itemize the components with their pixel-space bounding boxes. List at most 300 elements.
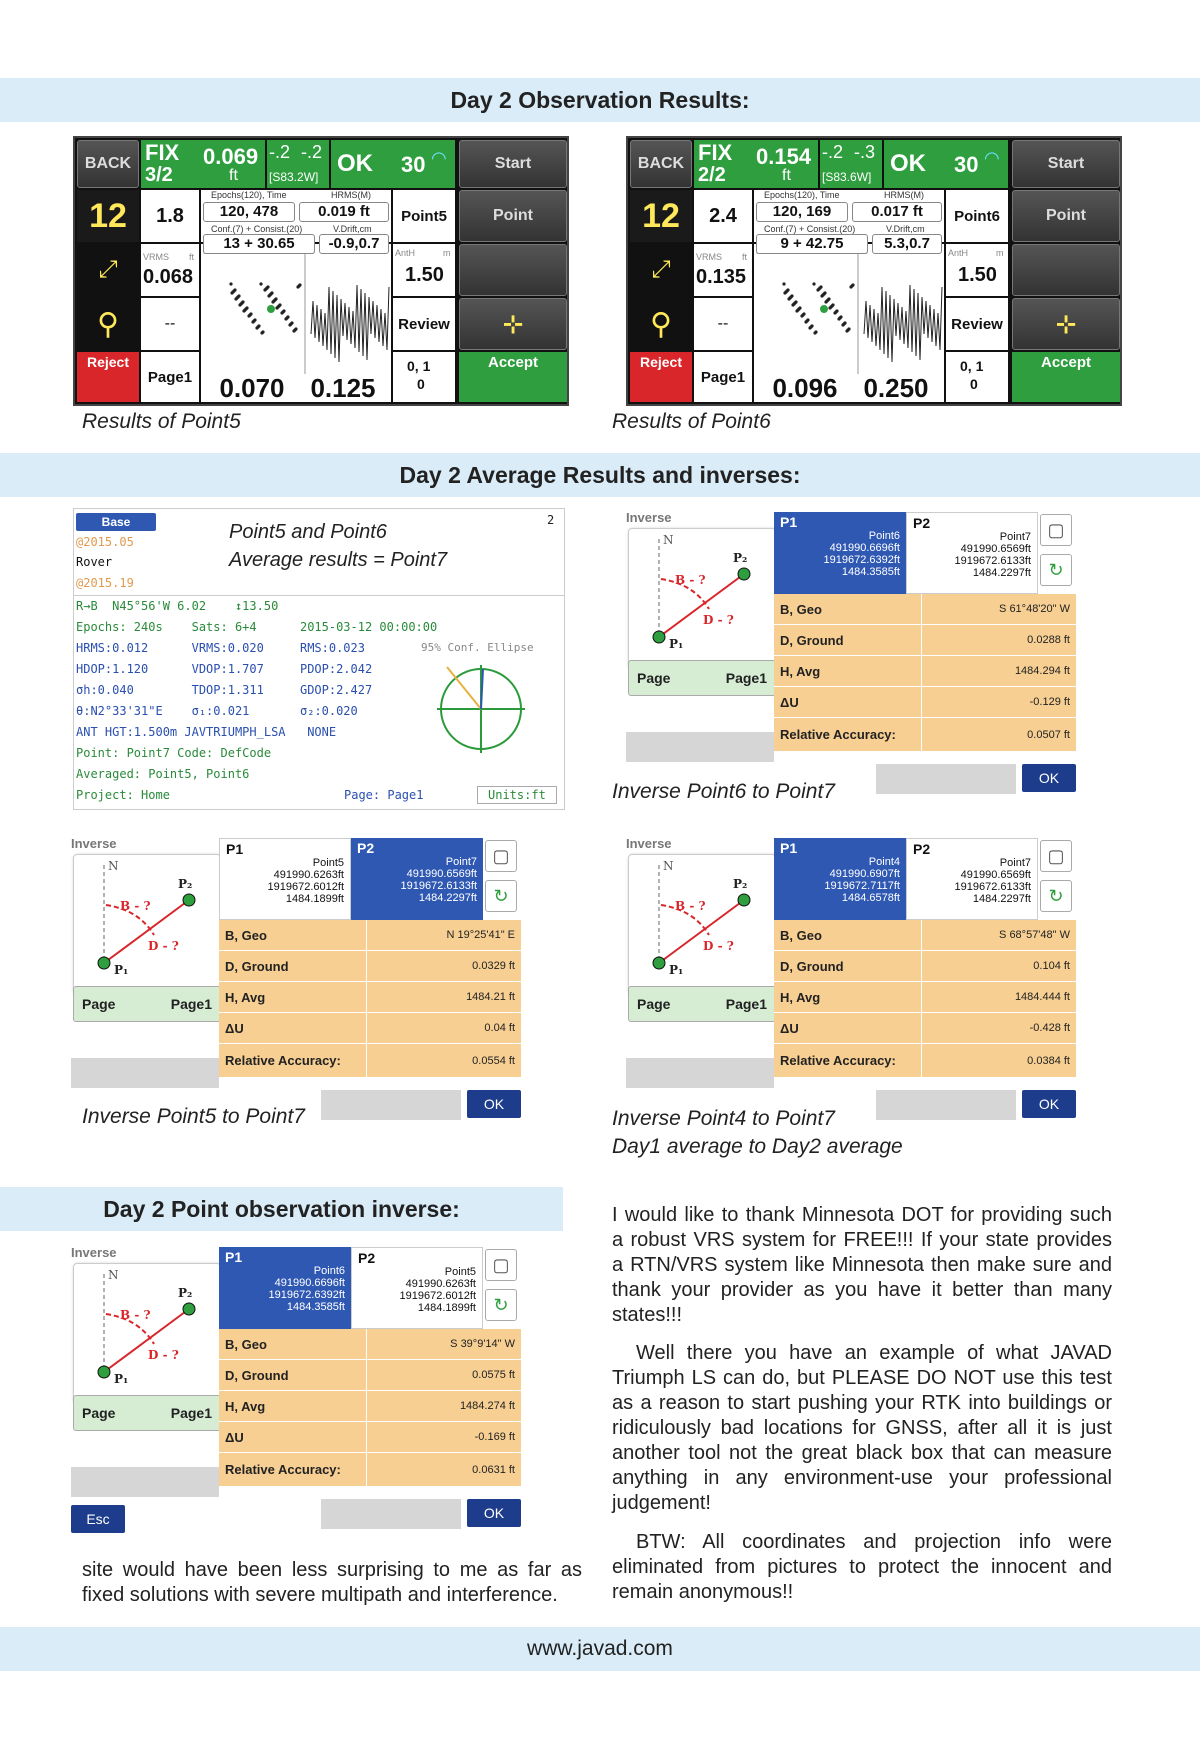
accept-button[interactable]: Accept xyxy=(1012,352,1120,402)
search-icon[interactable]: ⚲ xyxy=(97,307,119,341)
review-button[interactable]: Review xyxy=(946,298,1008,350)
page-selector[interactable] xyxy=(628,986,776,1022)
p2-name: Point7 xyxy=(999,857,1031,869)
p2-n: 491990.6569ft xyxy=(406,868,477,880)
ok-button[interactable]: OK xyxy=(467,1090,521,1118)
row-height xyxy=(219,982,521,1013)
tilt-value-2: -.3 xyxy=(854,142,876,162)
page-value: Page1 xyxy=(725,996,767,1012)
p2-label: P₂ xyxy=(178,1286,193,1300)
vrms-value: 0.135 xyxy=(696,266,747,288)
inverse-diagram xyxy=(628,854,776,994)
anth-label: AntH xyxy=(948,248,969,258)
p2-point-box[interactable] xyxy=(351,838,483,920)
row-delta-up xyxy=(219,1422,521,1453)
vdrift-label: V.Drift,cm xyxy=(886,224,925,234)
hrms-value: 0.069 xyxy=(203,144,259,169)
page-label[interactable]: Page1 xyxy=(694,352,752,402)
satellite-number: 12 xyxy=(77,190,139,242)
p2-e: 1919672.6133ft xyxy=(954,555,1031,567)
delta-up-label: ΔU xyxy=(774,1013,922,1043)
row-height xyxy=(774,656,1076,687)
p2-header: P2 xyxy=(358,1250,376,1266)
inverse-diagram-graphic xyxy=(74,855,220,975)
page-label: Page xyxy=(82,1405,116,1421)
point-button[interactable]: Point xyxy=(1012,190,1120,242)
conf-value: 13 + 30.65 xyxy=(203,234,315,254)
vdrift-value: -0.9,0.7 xyxy=(319,234,389,254)
p2-h: 1484.1899ft xyxy=(417,1302,476,1314)
fix-status-panel xyxy=(694,140,818,188)
inverse-footer-bar-left xyxy=(71,1467,219,1497)
fix-screen-point6 xyxy=(626,136,1122,406)
bearing-value: S 61°48'20" W xyxy=(999,603,1070,615)
distance-label: D - ? xyxy=(148,939,179,953)
inverse-diagram-graphic xyxy=(74,1264,220,1384)
p1-e: 1919672.6392ft xyxy=(823,554,900,566)
inverse-results-table xyxy=(219,920,521,1078)
left-text-tail: site would have been less surprising to me as far as fixed solutions with severe multipath and interference. xyxy=(82,1559,582,1606)
epochs-value: 120, 169 xyxy=(756,202,848,222)
rover-label: Rover xyxy=(76,555,113,569)
vrms-unit: ft xyxy=(189,252,195,262)
rover-to-base-line: R→B N45°56'W 6.02 ↕13.50 xyxy=(76,599,279,613)
p2-header: P2 xyxy=(913,841,931,857)
bearing-label: B - ? xyxy=(120,899,151,913)
ok-status-panel xyxy=(331,140,455,188)
anth-unit: m xyxy=(443,248,451,258)
vrms-label: VRMS xyxy=(143,252,170,262)
average-divider xyxy=(74,595,564,596)
p2-e: 1919672.6012ft xyxy=(399,1290,476,1302)
north-label: N xyxy=(108,859,119,873)
delta-up-label: ΔU xyxy=(219,1422,367,1452)
distance-value: 0.0329 ft xyxy=(472,960,515,972)
row-height xyxy=(219,1391,521,1422)
row-bearing xyxy=(774,920,1076,951)
ok-status-panel xyxy=(884,140,1008,188)
height-label: H, Avg xyxy=(774,982,922,1012)
p1-h: 1484.3585ft xyxy=(286,1301,345,1313)
fix-screen-point5 xyxy=(73,136,569,406)
relative-accuracy-value: 0.0631 ft xyxy=(472,1463,515,1476)
distance-value: 0.0288 ft xyxy=(1027,634,1070,646)
epochs-label: Epochs(120), Time xyxy=(764,190,840,200)
delta-up-value: -0.129 ft xyxy=(1029,696,1070,708)
notepad-icon[interactable]: ▢ xyxy=(485,840,517,872)
p2-label: P₂ xyxy=(733,551,748,565)
accept-button[interactable]: Accept xyxy=(459,352,567,402)
distance-value: 0.0575 ft xyxy=(472,1369,515,1381)
row-relative-accuracy xyxy=(219,1453,521,1487)
blank-button[interactable] xyxy=(459,244,567,296)
caption-day1-day2: Day1 average to Day2 average xyxy=(612,1135,903,1158)
inverse-label: Inverse xyxy=(626,836,672,851)
confidence-ellipse-graphic xyxy=(429,657,529,757)
p2-point-box[interactable] xyxy=(351,1247,483,1329)
point-button[interactable]: Point xyxy=(459,190,567,242)
hrms-unit: ft xyxy=(229,167,238,184)
p1-header: P1 xyxy=(226,841,244,857)
row-relative-accuracy xyxy=(774,1044,1076,1078)
row-bearing xyxy=(219,1329,521,1360)
anth-label: AntH xyxy=(395,248,416,258)
bearing-value: S 39°9'14" W xyxy=(450,1338,515,1350)
p1-name: Point6 xyxy=(868,530,900,542)
p1-n: 491990.6696ft xyxy=(829,542,900,554)
row-distance xyxy=(219,1360,521,1391)
crosshair-icon[interactable]: ⊹ xyxy=(459,298,567,350)
inverse-results-table xyxy=(219,1329,521,1487)
inverse-screen-point6-point5 xyxy=(71,1245,571,1545)
north-label: N xyxy=(663,533,674,547)
avg-line-sigma: σh:0.040 TDOP:1.311 GDOP:2.427 xyxy=(76,683,373,697)
right-paragraph-2: Well there you have an example of what JAVAD Triumph LS can do, but PLEASE DO NOT use this test as a reason to start pushing your RTK into buildings or ridiculously bad locations for GNSS, after all it is just another tool not the great black box that can measure anything in any environment-use your professional judgement! xyxy=(612,1342,1112,1514)
anth-value: 1.50 xyxy=(405,264,444,286)
reject-button[interactable]: Reject xyxy=(77,352,139,402)
inverse-screen-point6-point7 xyxy=(626,510,1126,810)
zoom-value: -- xyxy=(694,298,752,350)
inverse-diagram xyxy=(73,854,221,994)
p2-e: 1919672.6133ft xyxy=(400,880,477,892)
height-label: H, Avg xyxy=(219,982,367,1012)
relative-accuracy-value: 0.0554 ft xyxy=(472,1054,515,1067)
distance-label: D - ? xyxy=(703,613,734,627)
caption-results-point5: Results of Point5 xyxy=(82,410,241,433)
hrms-label: HRMS(M) xyxy=(884,190,924,200)
ok-button[interactable]: OK xyxy=(1022,764,1076,792)
p1-label: P₁ xyxy=(669,637,684,651)
pdop-value: 1.8 xyxy=(141,190,199,242)
avg-line-theta: θ:N2°33'31"E σ₁:0.021 σ₂:0.020 xyxy=(76,704,358,718)
ok-label: OK xyxy=(337,150,373,177)
p1-label: P₁ xyxy=(114,963,129,977)
anth-panel[interactable] xyxy=(393,244,455,296)
p1-point-box[interactable] xyxy=(219,838,351,920)
p2-label: P₂ xyxy=(178,877,193,891)
fraction-panel xyxy=(946,352,1008,402)
p1-h: 1484.1899ft xyxy=(285,893,344,905)
vrms-panel xyxy=(694,244,752,296)
inverse-footer-bar-left xyxy=(626,1058,774,1088)
height-value: 1484.274 ft xyxy=(459,1400,515,1412)
height-label: H, Avg xyxy=(774,656,922,686)
p2-n: 491990.6569ft xyxy=(960,543,1031,555)
zoom-value: -- xyxy=(141,298,199,350)
inverse-diagram xyxy=(628,528,776,668)
bearing-label: B, Geo xyxy=(219,920,367,950)
conf-value: 9 + 42.75 xyxy=(756,234,868,254)
average-title-1: Point5 and Point6 xyxy=(229,521,387,543)
epochs-panel xyxy=(201,190,391,252)
relative-accuracy-label: Relative Accuracy: xyxy=(774,1044,922,1077)
wifi-icon: ◠ xyxy=(984,148,1000,168)
page-label[interactable]: Page1 xyxy=(141,352,199,402)
delta-up-label: ΔU xyxy=(219,1013,367,1043)
p2-h: 1484.2297ft xyxy=(972,893,1031,905)
vrms-unit: ft xyxy=(742,252,748,262)
hrms-ft-value: 0.019 ft xyxy=(299,202,389,222)
caption-inverse-5-7: Inverse Point5 to Point7 xyxy=(82,1105,305,1128)
epochs-panel xyxy=(754,190,944,252)
row-relative-accuracy xyxy=(219,1044,521,1078)
page-label: Page xyxy=(82,996,116,1012)
p2-e: 1919672.6133ft xyxy=(954,881,1031,893)
row-delta-up xyxy=(774,1013,1076,1044)
row-relative-accuracy xyxy=(774,718,1076,752)
bearing-value: N 19°25'41" E xyxy=(446,929,515,941)
inverse-results-table xyxy=(774,594,1076,752)
row-height xyxy=(774,982,1076,1013)
swap-icon[interactable]: ↻ xyxy=(485,880,517,912)
position-scatter-plot xyxy=(201,244,391,384)
wifi-icon: ◠ xyxy=(431,148,447,168)
base-date: @2015.05 xyxy=(76,535,134,549)
units-box[interactable]: Units:ft xyxy=(477,786,557,804)
bearing-label: B, Geo xyxy=(219,1329,367,1359)
row-distance xyxy=(774,625,1076,656)
bearing-label: B, Geo xyxy=(774,594,922,624)
epochs-value: 120, 478 xyxy=(203,202,295,222)
page-selector[interactable] xyxy=(628,660,776,696)
swap-icon[interactable]: ↻ xyxy=(1040,554,1072,586)
base-badge: Base xyxy=(76,513,156,531)
north-label: N xyxy=(663,859,674,873)
start-button[interactable]: Start xyxy=(1012,140,1120,188)
hrms-ft-value: 0.017 ft xyxy=(852,202,942,222)
vdrift-label: V.Drift,cm xyxy=(333,224,372,234)
relative-accuracy-label: Relative Accuracy: xyxy=(219,1453,367,1486)
crosshair-icon[interactable]: ⊹ xyxy=(1012,298,1120,350)
position-scatter-plot xyxy=(754,244,944,384)
notepad-icon[interactable]: ▢ xyxy=(1040,514,1072,546)
bottom-value-2: 0.125 xyxy=(297,374,389,402)
tilt-value-2: -.2 xyxy=(301,142,323,162)
hrms-label: HRMS(M) xyxy=(331,190,371,200)
back-button[interactable]: BACK xyxy=(77,140,139,188)
point-name[interactable]: Point6 xyxy=(946,190,1008,242)
satellite-count: 30 xyxy=(954,152,979,177)
conf-label: Conf.(7) + Consist.(20) xyxy=(764,224,856,234)
bearing-label: B - ? xyxy=(120,1308,151,1322)
vrms-panel xyxy=(141,244,199,296)
avg-line-project: Project: Home xyxy=(76,788,170,802)
relative-accuracy-value: 0.0507 ft xyxy=(1027,728,1070,741)
fraction-panel xyxy=(393,352,455,402)
search-icon[interactable]: ⚲ xyxy=(650,307,672,341)
avg-line-antenna: ANT HGT:1.500m JAVTRIUMPH_LSA NONE xyxy=(76,725,337,739)
expand-icon[interactable]: ⤢ xyxy=(98,256,118,283)
distance-label: D - ? xyxy=(148,1348,179,1362)
heading-day2-average: Day 2 Average Results and inverses: xyxy=(0,453,1200,497)
bearing-label: B, Geo xyxy=(774,920,922,950)
row-distance xyxy=(219,951,521,982)
start-button[interactable]: Start xyxy=(459,140,567,188)
p1-e: 1919672.6392ft xyxy=(268,1289,345,1301)
avg-line-point: Point: Point7 Code: DefCode xyxy=(76,746,272,760)
swap-icon[interactable]: ↻ xyxy=(485,1289,517,1321)
p1-n: 491990.6263ft xyxy=(273,869,344,881)
row-distance xyxy=(774,951,1076,982)
bearing-label: B - ? xyxy=(675,573,706,587)
page-value: Page1 xyxy=(170,1405,212,1421)
p2-label: P₂ xyxy=(733,877,748,891)
p1-header: P1 xyxy=(780,840,798,856)
fix-status-panel xyxy=(141,140,265,188)
ok-button[interactable]: OK xyxy=(1022,1090,1076,1118)
fix-label: FIX xyxy=(145,140,180,165)
page-value: Page1 xyxy=(725,670,767,686)
average-count: 2 xyxy=(547,513,555,527)
p1-header: P1 xyxy=(225,1249,243,1265)
page-value: Page1 xyxy=(170,996,212,1012)
fraction-value: 0, 1 xyxy=(407,358,431,374)
p1-e: 1919672.7117ft xyxy=(824,880,900,892)
height-value: 1484.444 ft xyxy=(1014,991,1070,1003)
inverse-label: Inverse xyxy=(71,836,117,851)
page-label: Page xyxy=(637,996,671,1012)
avg-line-averaged: Averaged: Point5, Point6 xyxy=(76,767,250,781)
p1-label: P₁ xyxy=(669,963,684,977)
caption-inverse-4-7: Inverse Point4 to Point7 xyxy=(612,1107,835,1130)
footer-url[interactable]: www.javad.com xyxy=(0,1627,1200,1671)
row-bearing xyxy=(774,594,1076,625)
reject-button[interactable]: Reject xyxy=(630,352,692,402)
p1-n: 491990.6696ft xyxy=(274,1277,345,1289)
inverse-footer-bar xyxy=(321,1499,461,1529)
inverse-results-table xyxy=(774,920,1076,1078)
height-label: H, Avg xyxy=(219,1391,367,1421)
distance-value: 0.104 ft xyxy=(1033,960,1070,972)
heading-day2-point-inverse: Day 2 Point observation inverse: xyxy=(0,1187,563,1231)
inverse-footer-bar-left xyxy=(626,732,774,762)
inverse-footer-bar-left xyxy=(71,1058,219,1088)
point-name[interactable]: Point5 xyxy=(393,190,455,242)
tilt-panel xyxy=(820,140,882,188)
inverse-screen-point4-point7 xyxy=(626,836,1126,1136)
right-paragraph-3: BTW: All coordinates and projection info were eliminated from pictures to protect the innocent and remain anonymous!! xyxy=(612,1531,1112,1603)
tilt-code: [S83.6W] xyxy=(822,170,872,184)
tilt-panel xyxy=(267,140,329,188)
tilt-value-1: -.2 xyxy=(269,142,291,162)
review-button[interactable]: Review xyxy=(393,298,455,350)
p2-h: 1484.2297ft xyxy=(418,892,477,904)
blank-button[interactable] xyxy=(1012,244,1120,296)
p1-name: Point6 xyxy=(313,1265,345,1277)
satellite-count: 30 xyxy=(401,152,426,177)
swap-icon[interactable]: ↻ xyxy=(1040,880,1072,912)
anth-panel[interactable] xyxy=(946,244,1008,296)
pdop-value: 2.4 xyxy=(694,190,752,242)
inverse-footer-bar xyxy=(321,1090,461,1120)
fix-count: 3/2 xyxy=(145,164,173,186)
p1-e: 1919672.6012ft xyxy=(267,881,344,893)
vrms-label: VRMS xyxy=(696,252,723,262)
p2-point-box[interactable] xyxy=(906,512,1038,594)
rover-date: @2015.19 xyxy=(76,576,134,590)
page-selector[interactable] xyxy=(73,1395,221,1431)
conf-ellipse-label: 95% Conf. Ellipse xyxy=(421,641,534,654)
p2-header: P2 xyxy=(913,515,931,531)
p1-point-box[interactable] xyxy=(774,512,906,594)
bottom-value-1: 0.070 xyxy=(207,374,297,402)
page-selector[interactable] xyxy=(73,986,221,1022)
avg-line-hdop: HDOP:1.120 VDOP:1.707 PDOP:2.042 xyxy=(76,662,373,676)
fix-label: FIX xyxy=(698,140,733,165)
p1-name: Point5 xyxy=(312,857,344,869)
vdrift-value: 5.3,0.7 xyxy=(872,234,942,254)
p1-header: P1 xyxy=(780,514,798,530)
avg-line-epochs: Epochs: 240s Sats: 6+4 2015-03-12 00:00:00 xyxy=(76,620,438,634)
caption-inverse-6-7: Inverse Point6 to Point7 xyxy=(612,780,835,803)
relative-accuracy-label: Relative Accuracy: xyxy=(219,1044,367,1077)
p1-h: 1484.3585ft xyxy=(841,566,900,578)
conf-label: Conf.(7) + Consist.(20) xyxy=(211,224,303,234)
notepad-icon[interactable]: ▢ xyxy=(1040,840,1072,872)
esc-button[interactable]: Esc xyxy=(71,1505,125,1533)
p2-point-box[interactable] xyxy=(906,838,1038,920)
p1-name: Point4 xyxy=(868,856,900,868)
average-title-2: Average results = Point7 xyxy=(229,549,448,571)
bottom-value-1: 0.096 xyxy=(760,374,850,402)
row-delta-up xyxy=(774,687,1076,718)
ok-label: OK xyxy=(890,150,926,177)
satellite-number: 12 xyxy=(630,190,692,242)
page-label: Page xyxy=(637,670,671,686)
inverse-label: Inverse xyxy=(71,1245,117,1260)
delta-up-value: 0.04 ft xyxy=(484,1022,515,1034)
north-label: N xyxy=(108,1268,119,1282)
tilt-code: [S83.2W] xyxy=(269,170,319,184)
average-results-screen xyxy=(73,508,565,810)
fraction-value-2: 0 xyxy=(970,376,978,392)
row-delta-up xyxy=(219,1013,521,1044)
height-value: 1484.21 ft xyxy=(466,991,515,1003)
p2-name: Point7 xyxy=(445,856,477,868)
delta-up-value: -0.428 ft xyxy=(1029,1022,1070,1034)
bearing-label: B - ? xyxy=(675,899,706,913)
avg-page-label: Page: Page1 xyxy=(344,788,424,802)
p2-n: 491990.6263ft xyxy=(405,1278,476,1290)
inverse-footer-bar xyxy=(876,1090,1016,1120)
inverse-footer-bar xyxy=(876,764,1016,794)
back-button[interactable]: BACK xyxy=(630,140,692,188)
p1-point-box[interactable] xyxy=(774,838,906,920)
caption-results-point6: Results of Point6 xyxy=(612,410,771,433)
hrms-value: 0.154 xyxy=(756,144,812,169)
inverse-diagram-graphic xyxy=(629,529,775,649)
relative-accuracy-label: Relative Accuracy: xyxy=(774,718,922,751)
fraction-value-2: 0 xyxy=(417,376,425,392)
height-value: 1484.294 ft xyxy=(1014,665,1070,677)
right-paragraph-1: I would like to thank Minnesota DOT for providing such a robust VRS system for FREE!!! If your state provides a RTN/VRS system like Minnesota then make sure and thank your provider as you have it better than many states!!! xyxy=(612,1204,1112,1326)
anth-unit: m xyxy=(996,248,1004,258)
avg-line-hrms: HRMS:0.012 VRMS:0.020 RMS:0.023 xyxy=(76,641,365,655)
tilt-value-1: -.2 xyxy=(822,142,844,162)
p2-name: Point5 xyxy=(444,1266,476,1278)
p1-point-box[interactable] xyxy=(219,1247,351,1329)
hrms-unit: ft xyxy=(782,167,791,184)
p1-n: 491990.6907ft xyxy=(829,868,900,880)
expand-icon[interactable]: ⤢ xyxy=(651,256,671,283)
notepad-icon[interactable]: ▢ xyxy=(485,1249,517,1281)
vrms-value: 0.068 xyxy=(143,266,194,288)
inverse-label: Inverse xyxy=(626,510,672,525)
inverse-diagram-graphic xyxy=(629,855,775,975)
ok-button[interactable]: OK xyxy=(467,1499,521,1527)
distance-label: D, Ground xyxy=(774,625,922,655)
heading-day2-observation: Day 2 Observation Results: xyxy=(0,78,1200,122)
